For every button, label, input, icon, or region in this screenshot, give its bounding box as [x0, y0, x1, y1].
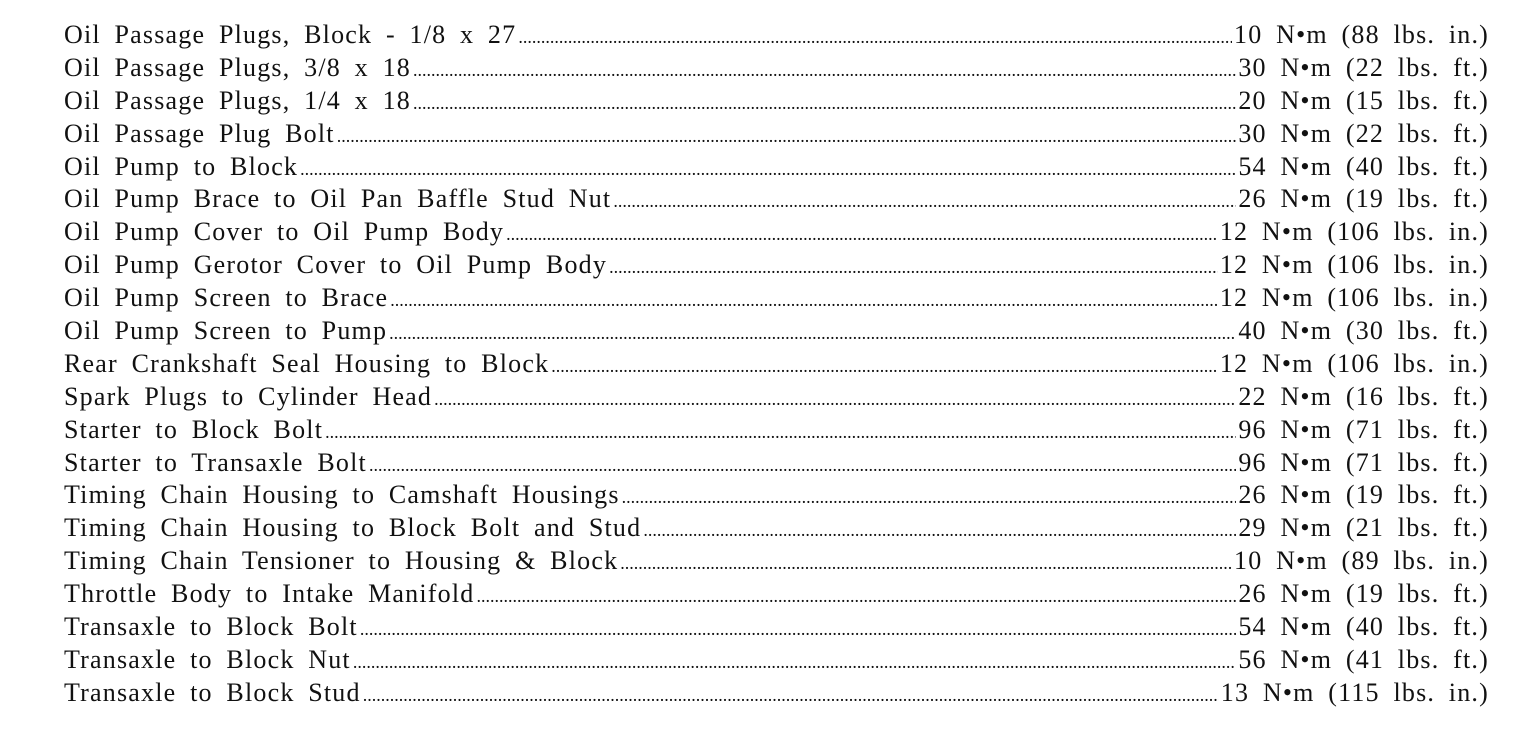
spec-row	[64, 448, 1489, 481]
spec-item-label: Transaxle to Block Nut	[64, 644, 351, 674]
spec-item-label: Throttle Body to Intake Manifold	[64, 579, 475, 609]
torque-spec-list	[64, 20, 1489, 711]
spec-row	[64, 645, 1489, 678]
spec-row	[64, 480, 1489, 513]
spec-row	[64, 184, 1489, 217]
spec-item-label: Oil Passage Plugs, 3/8 x 18	[64, 52, 411, 82]
dot-leader	[506, 224, 1218, 245]
spec-torque-value: 54 N•m (40 lbs. ft.)	[1238, 612, 1489, 642]
dot-leader	[551, 356, 1218, 377]
dot-leader	[360, 619, 1237, 640]
spec-torque-value: 20 N•m (15 lbs. ft.)	[1238, 85, 1489, 115]
dot-leader	[390, 290, 1218, 311]
spec-item-label: Timing Chain Housing to Camshaft Housings	[64, 480, 620, 510]
dot-leader	[413, 93, 1236, 114]
dot-leader	[369, 455, 1236, 476]
spec-torque-value: 12 N•m (106 lbs. in.)	[1219, 283, 1489, 313]
spec-item-label: Starter to Transaxle Bolt	[64, 447, 367, 477]
spec-item-label: Transaxle to Block Bolt	[64, 612, 358, 642]
spec-torque-value: 26 N•m (19 lbs. ft.)	[1238, 579, 1489, 609]
spec-torque-value: 10 N•m (89 lbs. in.)	[1234, 546, 1489, 576]
dot-leader	[643, 520, 1236, 541]
spec-torque-value: 10 N•m (88 lbs. in.)	[1234, 20, 1489, 49]
spec-torque-value: 12 N•m (106 lbs. in.)	[1219, 217, 1489, 247]
dot-leader	[337, 126, 1237, 147]
spec-item-label: Oil Pump Screen to Brace	[64, 283, 389, 313]
spec-row	[64, 316, 1489, 349]
spec-row	[64, 349, 1489, 382]
spec-row	[64, 152, 1489, 185]
spec-row	[64, 217, 1489, 250]
spec-torque-value: 56 N•m (41 lbs. ft.)	[1238, 644, 1489, 674]
spec-item-label: Oil Pump Cover to Oil Pump Body	[64, 217, 505, 247]
spec-torque-value: 22 N•m (16 lbs. ft.)	[1238, 381, 1489, 411]
spec-row	[64, 513, 1489, 546]
spec-torque-value: 13 N•m (115 lbs. in.)	[1220, 677, 1489, 707]
spec-row	[64, 86, 1489, 119]
spec-row	[64, 20, 1489, 53]
spec-item-label: Oil Pump to Block	[64, 151, 299, 181]
spec-item-label: Spark Plugs to Cylinder Head	[64, 381, 433, 411]
spec-item-label: Timing Chain Housing to Block Bolt and Stud	[64, 513, 642, 543]
spec-item-label: Rear Crankshaft Seal Housing to Block	[64, 348, 550, 378]
dot-leader	[476, 586, 1236, 607]
spec-row	[64, 678, 1489, 711]
spec-item-label: Oil Pump Gerotor Cover to Oil Pump Body	[64, 250, 608, 280]
spec-row	[64, 382, 1489, 415]
spec-item-label: Oil Passage Plug Bolt	[64, 118, 335, 148]
spec-torque-value: 96 N•m (71 lbs. ft.)	[1238, 447, 1489, 477]
dot-leader	[613, 191, 1236, 212]
spec-torque-value: 40 N•m (30 lbs. ft.)	[1238, 316, 1489, 346]
spec-torque-value: 54 N•m (40 lbs. ft.)	[1238, 151, 1489, 181]
spec-item-label: Timing Chain Tensioner to Housing & Block	[64, 546, 619, 576]
spec-torque-value: 29 N•m (21 lbs. ft.)	[1238, 513, 1489, 543]
dot-leader	[518, 27, 1232, 48]
spec-item-label: Oil Passage Plugs, 1/4 x 18	[64, 85, 411, 115]
spec-row	[64, 415, 1489, 448]
dot-leader	[413, 60, 1236, 81]
dot-leader	[300, 159, 1236, 180]
spec-torque-value: 30 N•m (22 lbs. ft.)	[1238, 52, 1489, 82]
dot-leader	[363, 685, 1219, 706]
dot-leader	[620, 553, 1232, 574]
spec-torque-value: 96 N•m (71 lbs. ft.)	[1238, 414, 1489, 444]
spec-item-label: Transaxle to Block Stud	[64, 677, 361, 707]
spec-row	[64, 283, 1489, 316]
spec-torque-value: 12 N•m (106 lbs. in.)	[1219, 348, 1489, 378]
spec-torque-value: 12 N•m (106 lbs. in.)	[1219, 250, 1489, 280]
spec-row	[64, 53, 1489, 86]
dot-leader	[325, 422, 1236, 443]
dot-leader	[609, 257, 1218, 278]
spec-item-label: Starter to Block Bolt	[64, 414, 324, 444]
spec-item-label: Oil Pump Brace to Oil Pan Baffle Stud Nut	[64, 184, 612, 214]
dot-leader	[353, 652, 1237, 673]
spec-item-label: Oil Passage Plugs, Block - 1/8 x 27	[64, 20, 517, 49]
spec-row	[64, 579, 1489, 612]
spec-row	[64, 546, 1489, 579]
dot-leader	[389, 323, 1236, 344]
dot-leader	[434, 389, 1236, 410]
spec-row	[64, 119, 1489, 152]
spec-torque-value: 30 N•m (22 lbs. ft.)	[1238, 118, 1489, 148]
spec-torque-value: 26 N•m (19 lbs. ft.)	[1238, 184, 1489, 214]
spec-row	[64, 612, 1489, 645]
spec-row	[64, 250, 1489, 283]
dot-leader	[622, 487, 1237, 508]
spec-torque-value: 26 N•m (19 lbs. ft.)	[1238, 480, 1489, 510]
spec-item-label: Oil Pump Screen to Pump	[64, 316, 388, 346]
